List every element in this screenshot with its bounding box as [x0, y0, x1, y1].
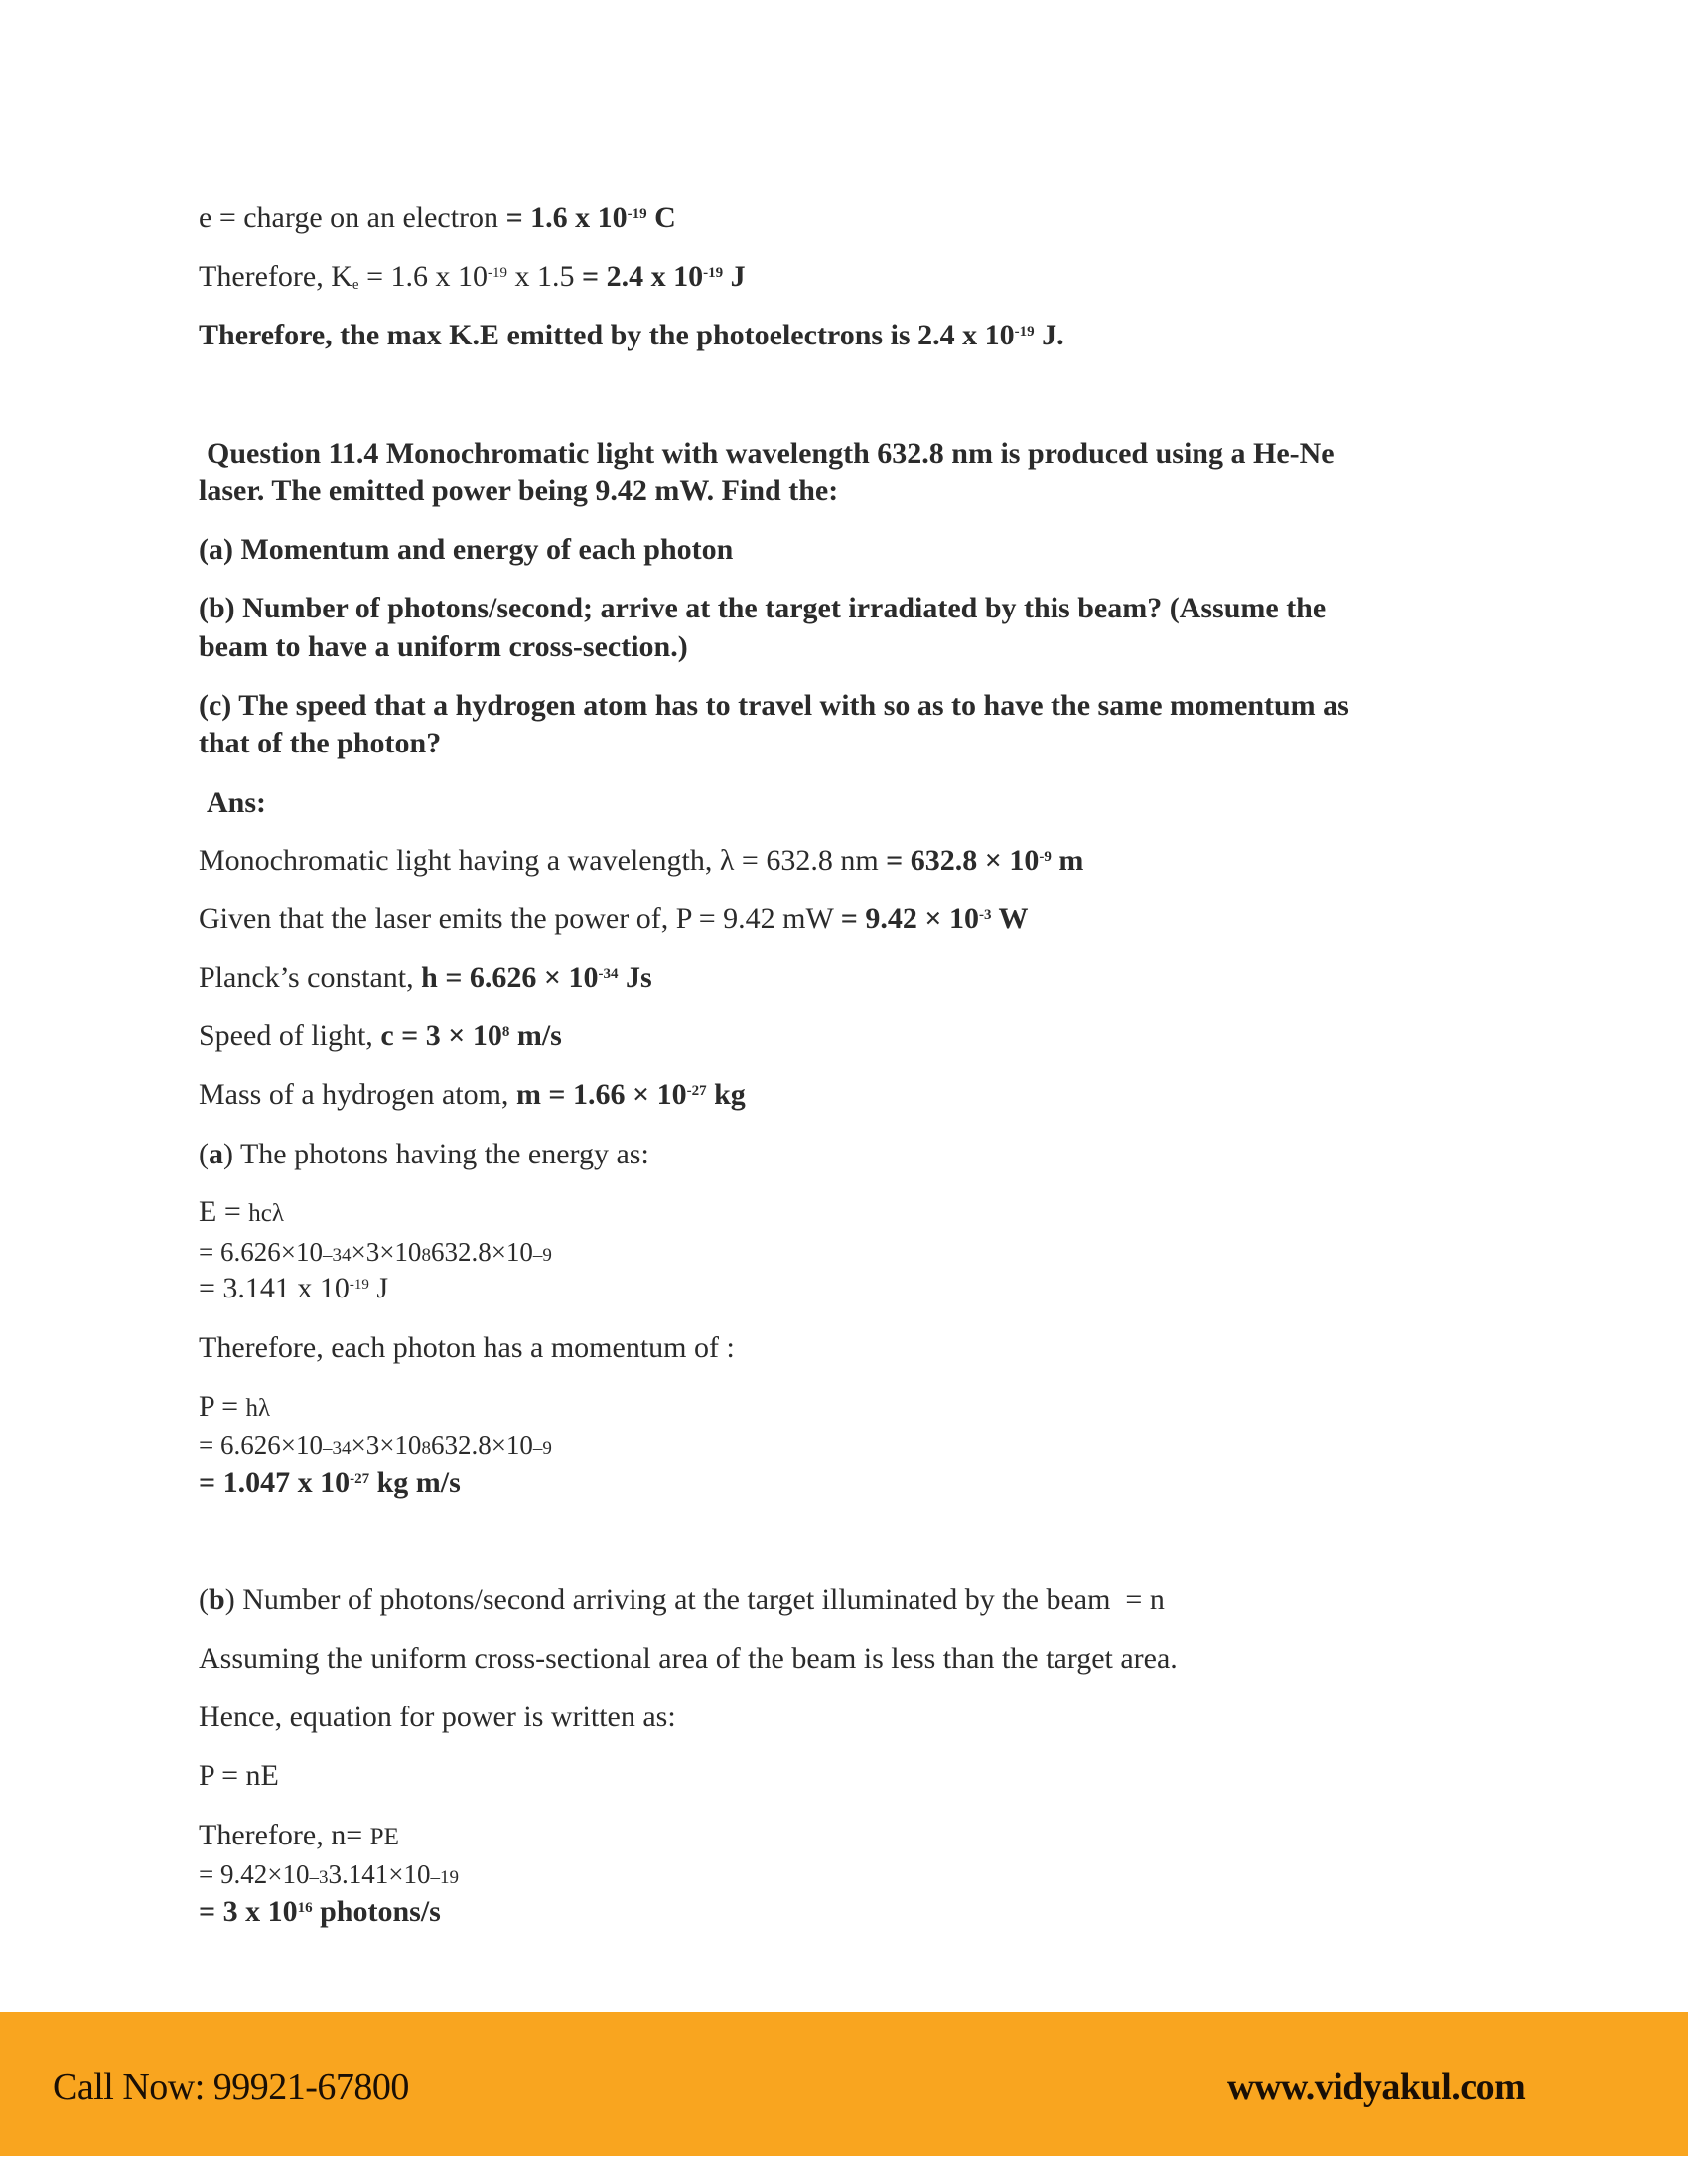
unit: m [1051, 844, 1084, 877]
text: = 3.141 x 10 [199, 1272, 350, 1304]
unit: Js [618, 961, 652, 994]
exponent: 8 [421, 1438, 431, 1459]
exponent: 8 [421, 1245, 431, 1266]
unit: J [368, 1272, 389, 1304]
rhs: PE [369, 1824, 399, 1850]
term: 3.141×10 [328, 1859, 431, 1889]
given-power [199, 901, 1028, 937]
exponent: -19 [1014, 324, 1035, 340]
text: Mass of a hydrogen atom, [199, 1078, 516, 1111]
exponent: –34 [322, 1438, 352, 1459]
n-substitution [199, 1856, 459, 1896]
exponent: -3 [979, 907, 992, 923]
question-part-b-2: beam to have a uniform cross-section.) [199, 630, 688, 663]
term: 632.8×10 [430, 1237, 533, 1267]
unit: W [991, 902, 1029, 935]
exponent: -19 [488, 265, 508, 281]
term: = 6.626×10 [199, 1431, 323, 1460]
exponent: -19 [627, 206, 647, 222]
lhs: E = [199, 1195, 249, 1228]
exponent: –34 [322, 1245, 352, 1266]
unit: J [723, 260, 746, 293]
subscript: e [352, 277, 359, 293]
text: = 1.6 x 10 [358, 260, 489, 293]
energy-result [199, 1271, 388, 1306]
term: = 9.42×10 [199, 1859, 310, 1889]
momentum-equation [199, 1389, 270, 1427]
n-result [199, 1894, 441, 1930]
lhs: Therefore, n= [199, 1819, 370, 1851]
exponent: –19 [430, 1867, 459, 1888]
value: = 1.6 x 10 [505, 202, 628, 234]
rhs: hcλ [248, 1200, 284, 1227]
text: Therefore, the max K.E emitted by the photoelectrons is 2.4 x 10 [199, 319, 1015, 351]
term: ×3×10 [351, 1237, 422, 1267]
text: Number of photons/second arriving at the target illuminated by the beam = n [234, 1583, 1165, 1616]
text: Speed of light, [199, 1020, 381, 1052]
unit: kg m/s [369, 1466, 461, 1499]
value: m = 1.66 × 10 [515, 1078, 687, 1111]
n-equation [199, 1818, 399, 1855]
text: Planck’s constant, [199, 961, 422, 994]
rhs: hλ [245, 1395, 271, 1422]
text: = 3 x 10 [199, 1895, 298, 1928]
charge-line [199, 201, 676, 236]
question-part-b-1: (b) Number of photons/second; arrive at the target irradiated by this beam? (Assume the [199, 592, 1327, 624]
exponent: –3 [309, 1867, 329, 1888]
question-part-c-1: (c) The speed that a hydrogen atom has to travel with so as to have the same momentum as [199, 689, 1349, 722]
unit: C [646, 202, 676, 234]
exponent: -19 [703, 265, 724, 281]
call-now-text: Call Now: 99921-67800 [53, 2066, 409, 2108]
exponent: –9 [532, 1245, 552, 1266]
given-mass [199, 1077, 746, 1113]
question-part-c-2: that of the photon? [199, 727, 442, 759]
exponent: 16 [297, 1900, 313, 1916]
term: = 6.626×10 [199, 1237, 323, 1267]
given-wavelength [199, 843, 1083, 879]
part-a-intro: (a) The photons having the energy as: [199, 1138, 649, 1170]
value: c = 3 × 10 [380, 1020, 502, 1052]
question-line-2: laser. The emitted power being 9.42 mW. Find the: [199, 475, 839, 507]
answer-label: Ans: [207, 786, 267, 819]
website-link[interactable]: www.vidyakul.com [1227, 2066, 1526, 2108]
power-equation: P = nE [199, 1759, 279, 1792]
exponent: -9 [1039, 849, 1052, 865]
text: Monochromatic light having a wavelength, λ = 632.8 nm [199, 844, 887, 877]
question-title: Question 11.4 Monochromatic light with wavelength 632.8 nm is produced using a He-Ne [207, 437, 1335, 470]
exponent: -27 [686, 1083, 707, 1099]
assumption-line: Assuming the uniform cross-sectional area of the beam is less than the target area. [199, 1642, 1178, 1675]
lhs: P = [199, 1390, 246, 1423]
unit: m/s [509, 1020, 562, 1052]
value: = 2.4 x 10 [582, 260, 704, 293]
energy-equation [199, 1194, 284, 1232]
part-label: a [209, 1138, 223, 1170]
exponent: -34 [598, 966, 619, 982]
momentum-result [199, 1465, 461, 1501]
momentum-substitution [199, 1428, 552, 1467]
part-label: b [209, 1583, 225, 1616]
text: x 1.5 [507, 260, 583, 293]
question-part-a: (a) Momentum and energy of each photon [199, 533, 734, 566]
hence-line: Hence, equation for power is written as: [199, 1701, 676, 1733]
exponent: –9 [532, 1438, 552, 1459]
unit: photons/s [312, 1895, 441, 1928]
exponent: -27 [350, 1471, 370, 1487]
exponent: -19 [349, 1277, 369, 1293]
text: Given that the laser emits the power of, P = 9.42 mW [199, 902, 841, 935]
energy-substitution [199, 1234, 552, 1274]
text: e = charge on an electron [199, 202, 506, 234]
text: Therefore, K [199, 260, 352, 293]
conclusion-line [199, 318, 1064, 353]
kinetic-energy-line [199, 259, 746, 295]
unit: J. [1034, 319, 1064, 351]
term: 632.8×10 [430, 1431, 533, 1460]
part-b-intro: (b) Number of photons/second arriving at the target illuminated by the beam = n [199, 1583, 1165, 1616]
value: = 632.8 × 10 [886, 844, 1040, 877]
given-light-speed [199, 1019, 562, 1054]
value: = 9.42 × 10 [840, 902, 979, 935]
exponent: 8 [501, 1024, 510, 1040]
term: ×3×10 [351, 1431, 422, 1460]
text: = 1.047 x 10 [199, 1466, 351, 1499]
text: The photons having the energy as: [233, 1138, 649, 1170]
value: h = 6.626 × 10 [421, 961, 599, 994]
unit: kg [706, 1078, 746, 1111]
momentum-intro: Therefore, each photon has a momentum of : [199, 1331, 735, 1364]
given-planck [199, 960, 652, 996]
